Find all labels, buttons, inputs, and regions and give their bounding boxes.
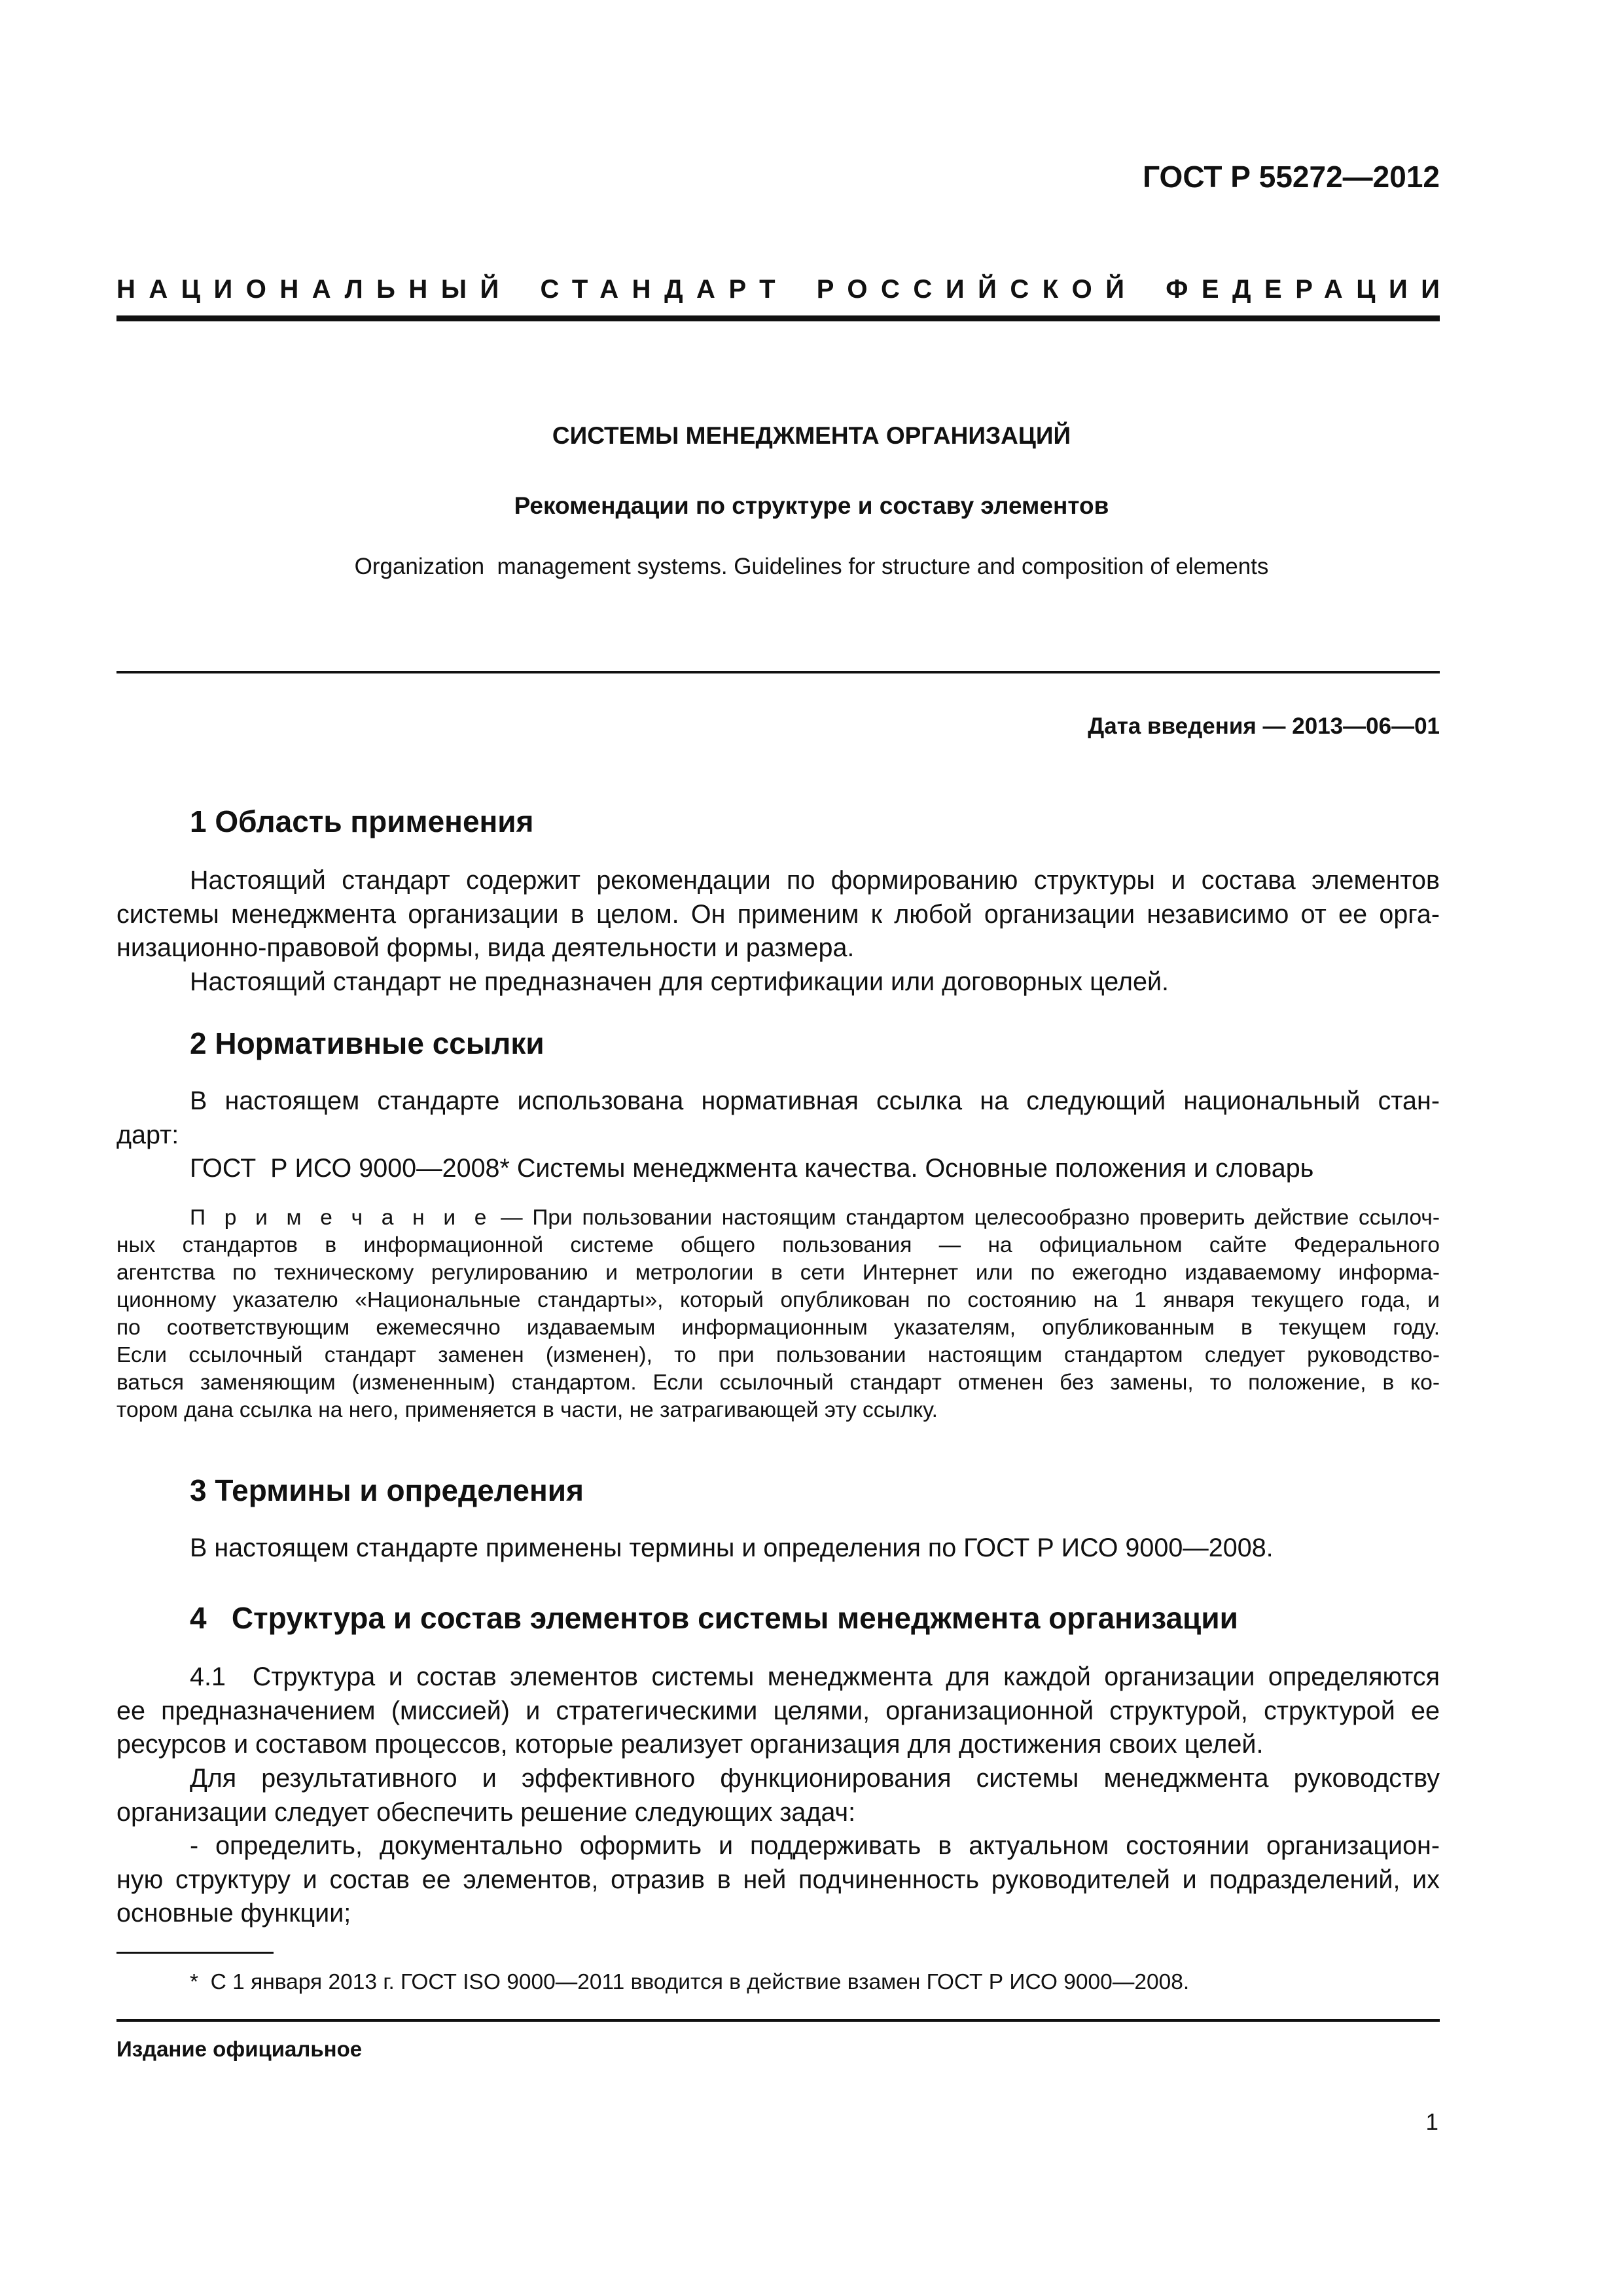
text-line: Для результативного и эффективного функционирования системы менеджмента руководству xyxy=(190,1764,1440,1793)
section-3-paragraph xyxy=(116,1532,1440,1566)
section-2-heading: 2 Нормативные ссылки xyxy=(190,1026,544,1060)
text-line: ционному указателю «Национальные стандарты», который опубликован по состоянию на 1 января текущего года, и xyxy=(116,1288,1440,1312)
text-line: агентства по техническому регулированию и метрологии в сети Интернет или по ежегодно издаваемому информа- xyxy=(116,1261,1440,1285)
text-line: Настоящий стандарт не предназначен для сертификации или договорных целей. xyxy=(190,967,1169,996)
text-line: ную структуру и состав ее элементов, отразив в ней подчиненность руководителей и подразделений, их xyxy=(116,1865,1440,1894)
text-line: низационно-правовой формы, вида деятельности и размера. xyxy=(116,933,855,962)
text-line: ваться заменяющим (измененным) стандартом. Если ссылочный стандарт отменен без замены, то положение, в ко- xyxy=(116,1371,1440,1395)
page-number: 1 xyxy=(1425,2109,1438,2135)
national-standard-banner xyxy=(116,275,1454,304)
text-line: 4.1 Структура и состав элементов системы менеджмента для каждой организации определяются xyxy=(190,1662,1440,1691)
text-line xyxy=(116,1204,1440,1232)
section-4-heading: 4 Структура и состав элементов системы менеджмента организации xyxy=(190,1601,1238,1635)
section-3-heading: 3 Термины и определения xyxy=(190,1473,584,1507)
text-line: ее предназначением (миссией) и стратегическими целями, организационной структурой, структурой ее xyxy=(116,1696,1440,1725)
text-line: основные функции; xyxy=(116,1899,351,1928)
introduction-date: Дата введения — 2013—06—01 xyxy=(1088,713,1440,739)
note-text: — При пользовании настоящим стандартом целесообразно проверить действие ссылоч- xyxy=(501,1206,1440,1230)
text-line: Если ссылочный стандарт заменен (изменен), то при пользовании настоящим стандартом следует руководство- xyxy=(116,1343,1440,1367)
text-line: В настоящем стандарте применены термины и определения по ГОСТ Р ИСО 9000—2008. xyxy=(190,1534,1274,1562)
text-line: организации следует обеспечить решение следующих задач: xyxy=(116,1797,856,1827)
footnote: * С 1 января 2013 г. ГОСТ ISO 9000—2011 вводится в действие взамен ГОСТ Р ИСО 9000—2008. xyxy=(190,1970,1190,1994)
header-divider xyxy=(116,315,1440,321)
text-line: дарт: xyxy=(116,1120,179,1149)
text-line: ресурсов и составом процессов, которые реализует организация для достижения своих целей. xyxy=(116,1730,1264,1759)
section-4-paragraph-2 xyxy=(116,1762,1440,1829)
text-line: ГОСТ Р ИСО 9000—2008* Системы менеджмента качества. Основные положения и словарь xyxy=(190,1154,1314,1183)
title-divider xyxy=(116,671,1440,673)
text-line: В настоящем стандарте использована нормативная ссылка на следующий национальный стан- xyxy=(190,1086,1440,1115)
banner-word: ФЕДЕРАЦИИ xyxy=(1166,275,1454,304)
section-4-list-item xyxy=(116,1829,1440,1931)
document-subtitle: Рекомендации по структуре и составу элементов xyxy=(514,492,1109,519)
text-line: тором дана ссылка на него, применяется в части, не затрагивающей эту ссылку. xyxy=(116,1398,938,1422)
section-1-paragraph xyxy=(116,864,1440,965)
banner-word: СТАНДАРТ xyxy=(540,275,789,304)
section-1-paragraph-2 xyxy=(116,965,1440,999)
normative-reference xyxy=(116,1152,1440,1186)
section-2-paragraph xyxy=(116,1085,1440,1152)
section-1-heading: 1 Область применения xyxy=(190,804,534,838)
document-title: СИСТЕМЫ МЕНЕДЖМЕНТА ОРГАНИЗАЦИЙ xyxy=(552,422,1071,449)
official-edition-label: Издание официальное xyxy=(116,2037,363,2061)
text-line: - определить, документально оформить и поддерживать в актуальном состоянии организацион- xyxy=(190,1831,1440,1860)
text-line: ных стандартов в информационной системе общего пользования — на официальном сайте Федерального xyxy=(116,1233,1440,1257)
section-4-paragraph-1 xyxy=(116,1660,1440,1762)
banner-word: НАЦИОНАЛЬНЫЙ xyxy=(116,275,512,304)
text-line: по соответствующим ежемесячно издаваемым информационным указателям, опубликованным в текущем году. xyxy=(116,1316,1440,1340)
footnote-divider xyxy=(116,1952,274,1954)
text-line: системы менеджмента организации в целом. Он применим к любой организации независимо от ее орга- xyxy=(116,899,1440,929)
english-title: Organization management systems. Guidelines for structure and composition of elements xyxy=(354,554,1269,579)
note-block xyxy=(116,1204,1440,1424)
note-label: П р и м е ч а н и е xyxy=(190,1206,491,1230)
footer-divider xyxy=(116,2019,1440,2022)
text-line: Настоящий стандарт содержит рекомендации по формированию структуры и состава элементов xyxy=(190,866,1440,895)
banner-word: РОССИЙСКОЙ xyxy=(816,275,1138,304)
standard-number: ГОСТ Р 55272—2012 xyxy=(1143,160,1440,194)
